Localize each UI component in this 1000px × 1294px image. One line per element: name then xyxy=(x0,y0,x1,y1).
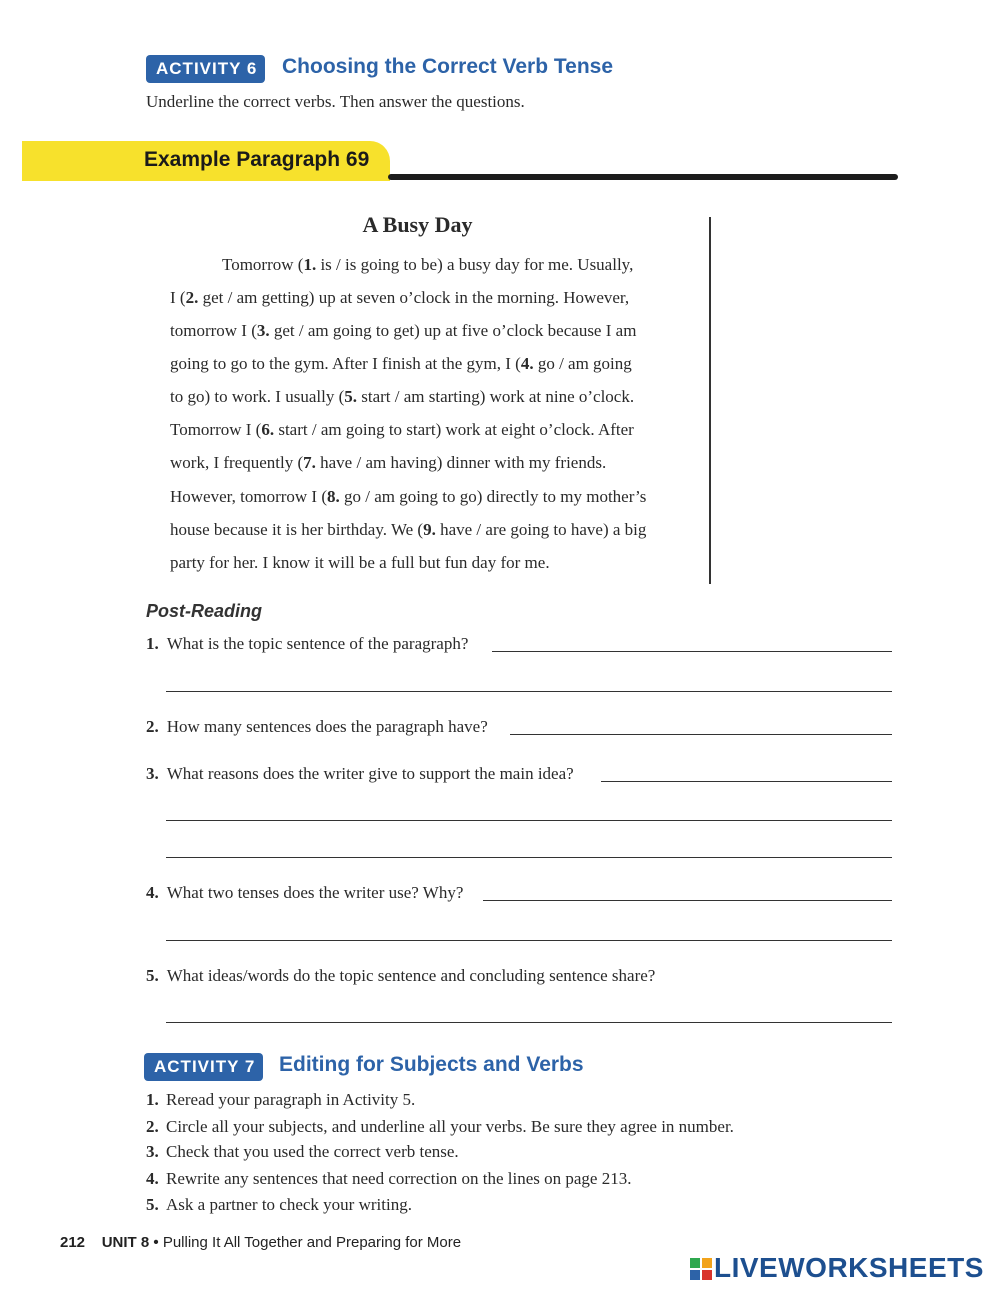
verb-choice[interactable]: go / am going to go) directly to my mother’s xyxy=(339,487,647,506)
story-line xyxy=(170,553,550,573)
answer-line[interactable] xyxy=(492,651,892,652)
brand-name: LIVEWORKSHEETS xyxy=(714,1252,984,1283)
story-title: A Busy Day xyxy=(362,212,473,237)
answer-line[interactable] xyxy=(166,940,892,941)
question-text: How many sentences does the paragraph have? xyxy=(166,717,488,736)
page-number: 212 xyxy=(60,1234,86,1251)
blank-number: 9. xyxy=(423,520,436,539)
question-number: 2. xyxy=(146,717,159,736)
unit-label: UNIT 8 xyxy=(101,1234,150,1251)
activity-7-title: Editing for Subjects and Verbs xyxy=(279,1053,584,1076)
story-text: house because it is her birthday. We ( xyxy=(170,520,424,539)
story-text: going to go to the gym. After I finish at the gym, I ( xyxy=(170,354,521,373)
question xyxy=(146,634,468,654)
story-line xyxy=(170,354,632,374)
unit-subtitle: Pulling It All Together and Preparing for More xyxy=(162,1234,462,1251)
blank-number: 2. xyxy=(185,288,199,307)
question xyxy=(146,717,488,737)
answer-line[interactable] xyxy=(166,691,892,692)
verb-choice[interactable]: have / am having) dinner with my friends. xyxy=(315,453,607,472)
story-text: to go) to work. I usually ( xyxy=(170,387,345,406)
answer-line[interactable] xyxy=(510,734,892,735)
step-text: Rewrite any sentences that need correction on the lines on page 213. xyxy=(166,1169,632,1188)
story-text: work, I frequently ( xyxy=(170,453,304,472)
question-text: What reasons does the writer give to support the main idea? xyxy=(166,764,574,783)
blank-number: 8. xyxy=(327,487,340,506)
story-text: I ( xyxy=(170,288,186,307)
story-line xyxy=(170,288,629,308)
story-text: Tomorrow ( xyxy=(222,255,304,274)
verb-choice[interactable]: get / am getting) up at seven o’clock in the morning. However, xyxy=(198,288,630,307)
activity-6-instruction: Underline the correct verbs. Then answer the questions. xyxy=(146,92,525,111)
verb-choice[interactable]: is / is going to be) a busy day for me. Usually, xyxy=(316,255,634,274)
answer-line[interactable] xyxy=(483,900,892,901)
activity-7-step xyxy=(146,1169,631,1189)
story-line xyxy=(170,453,606,473)
step-number: 2. xyxy=(146,1117,159,1136)
verb-choice[interactable]: have / are going to have) a big xyxy=(435,520,647,539)
page-footer xyxy=(60,1234,461,1251)
footer-bullet: • xyxy=(153,1234,159,1251)
blank-number: 7. xyxy=(303,453,316,472)
blank-number: 4. xyxy=(520,354,534,373)
banner-rule xyxy=(388,174,898,180)
question-text: What ideas/words do the topic sentence and concluding sentence share? xyxy=(166,966,656,985)
story-line xyxy=(170,321,636,341)
step-text: Reread your paragraph in Activity 5. xyxy=(166,1090,416,1109)
verb-choice[interactable]: go / am going xyxy=(533,354,632,373)
verb-choice[interactable]: start / am going to start) work at eight o’clock. After xyxy=(274,420,634,439)
verb-choice[interactable]: get / am going to get) up at five o’clock because I am xyxy=(269,321,637,340)
question-number: 5. xyxy=(146,966,159,985)
step-number: 4. xyxy=(146,1169,159,1188)
step-text: Circle all your subjects, and underline all your verbs. Be sure they agree in number. xyxy=(166,1117,734,1136)
story-text: party for her. I know it will be a full but fun day for me. xyxy=(170,553,550,572)
example-paragraph-banner xyxy=(22,141,390,181)
question-text: What two tenses does the writer use? Why? xyxy=(166,883,464,902)
activity-6-title: Choosing the Correct Verb Tense xyxy=(282,55,614,78)
question xyxy=(146,883,463,903)
question-number: 4. xyxy=(146,883,159,902)
activity-7-step xyxy=(146,1142,459,1162)
blank-number: 3. xyxy=(256,321,270,340)
question-number: 3. xyxy=(146,764,159,783)
activity-7-step xyxy=(146,1195,412,1215)
step-text: Check that you used the correct verb tense. xyxy=(166,1142,459,1161)
story-line xyxy=(170,387,634,407)
story-line xyxy=(222,255,633,275)
story-text: tomorrow I ( xyxy=(170,321,257,340)
story-line xyxy=(170,520,646,540)
verb-choice[interactable]: start / am starting) work at nine o’clock. xyxy=(356,387,635,406)
liveworksheets-logo-icon xyxy=(690,1255,712,1277)
question xyxy=(146,764,574,784)
step-number: 3. xyxy=(146,1142,159,1161)
story-text: Tomorrow I ( xyxy=(170,420,262,439)
answer-line[interactable] xyxy=(166,857,892,858)
step-number: 1. xyxy=(146,1090,159,1109)
step-number: 5. xyxy=(146,1195,159,1214)
blank-number: 5. xyxy=(344,387,357,406)
story-text: However, tomorrow I ( xyxy=(170,487,327,506)
question-text: What is the topic sentence of the paragraph? xyxy=(166,634,469,653)
question-number: 1. xyxy=(146,634,159,653)
activity-7-step xyxy=(146,1117,734,1137)
answer-line[interactable] xyxy=(601,781,892,782)
story-line xyxy=(170,487,646,507)
blank-number: 6. xyxy=(261,420,275,439)
example-paragraph-label: Example Paragraph 69 xyxy=(144,148,370,171)
answer-line[interactable] xyxy=(166,1022,892,1023)
liveworksheets-brand[interactable] xyxy=(690,1252,984,1284)
question xyxy=(146,966,655,986)
activity-7-badge: ACTIVITY 7 xyxy=(144,1053,263,1081)
blank-number: 1. xyxy=(303,255,317,274)
post-reading-heading: Post-Reading xyxy=(146,601,263,621)
activity-6-badge: ACTIVITY 6 xyxy=(146,55,265,83)
activity-7-step xyxy=(146,1090,415,1110)
step-text: Ask a partner to check your writing. xyxy=(166,1195,412,1214)
answer-line[interactable] xyxy=(166,820,892,821)
story-line xyxy=(170,420,634,440)
story-side-rule xyxy=(709,217,711,584)
